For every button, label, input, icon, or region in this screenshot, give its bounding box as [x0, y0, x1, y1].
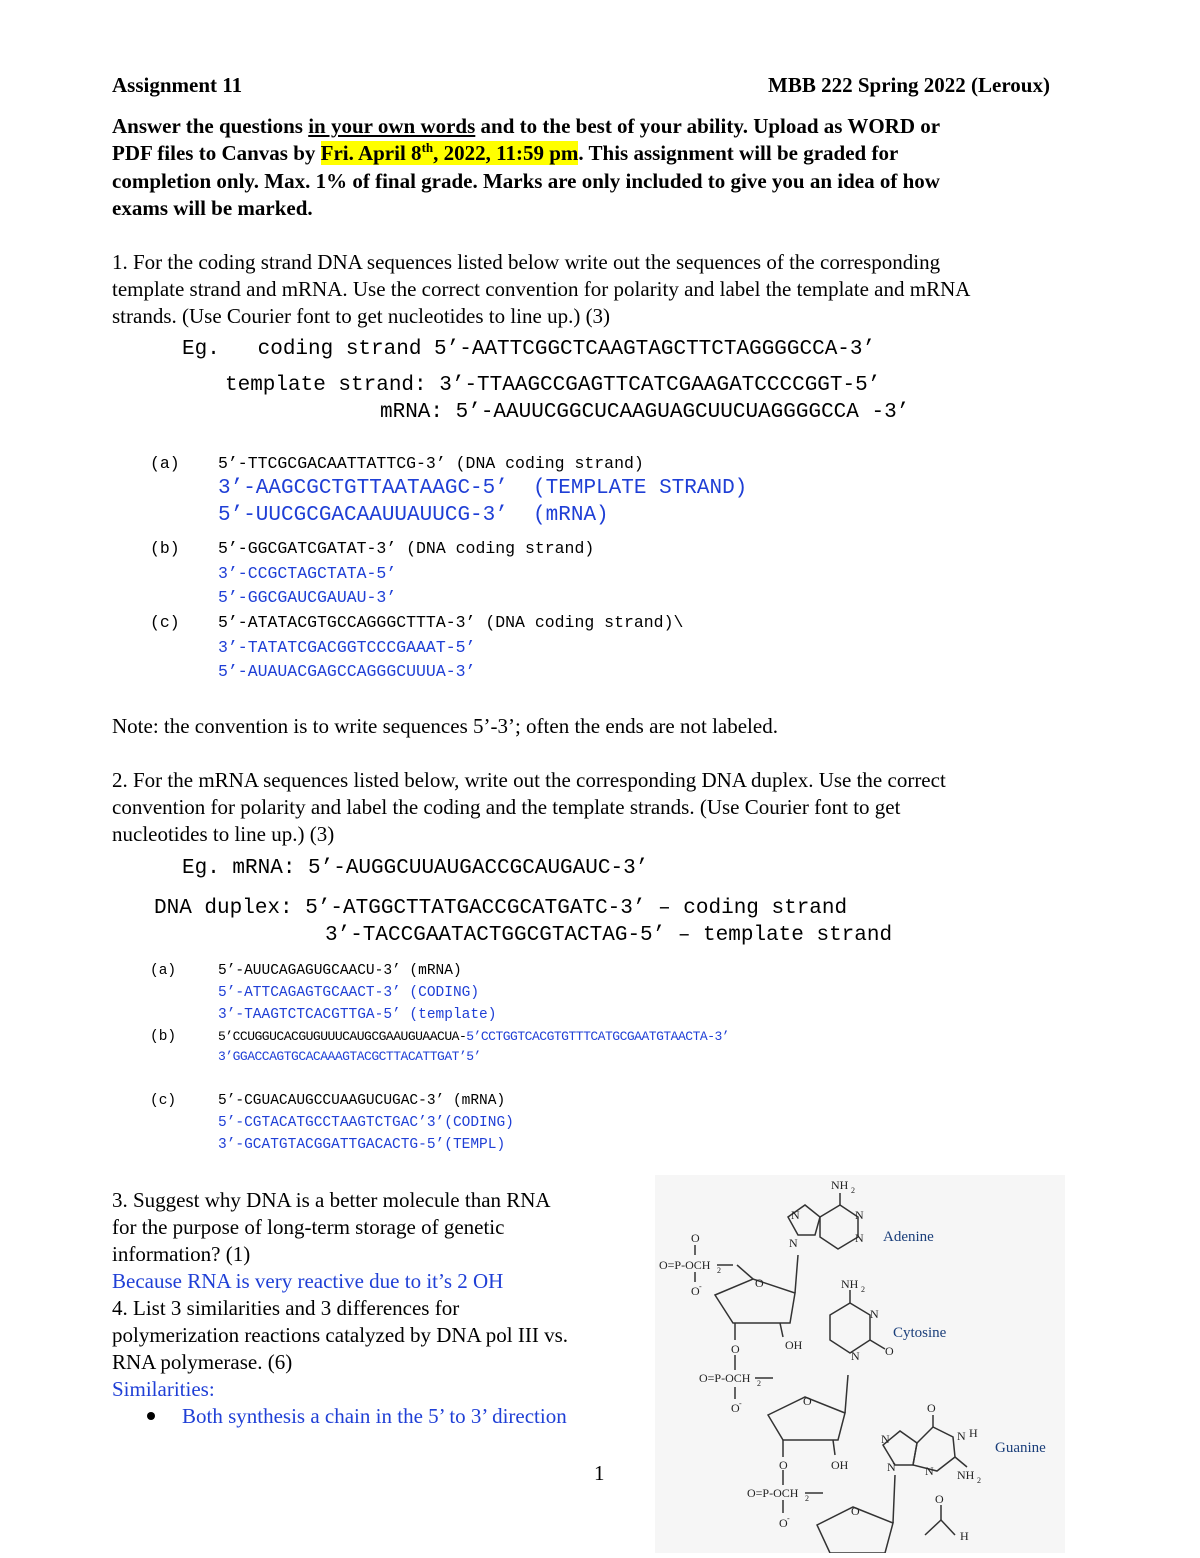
q3-text: information? (1) — [112, 1242, 251, 1266]
q1-example-template: template strand: 3’-TTAAGCCGAGTTCATCGAAGATCCCCGGT-5’ — [225, 374, 881, 397]
bullet-icon — [147, 1412, 155, 1420]
svg-text:O: O — [779, 1458, 788, 1472]
q1-example-coding: Eg. coding strand 5’-AATTCGGCTCAAGTAGCTTCTAGGGGCCA-3’ — [182, 338, 876, 361]
instructions-underlined: in your own words — [308, 114, 476, 138]
q2-example-mrna: Eg. mRNA: 5’-AUGGCUUAUGACCGCAUGAUC-3’ — [182, 857, 649, 880]
q1a-answer-template: 3’-AAGCGCTGTTAATAAGC-5’ (TEMPLATE STRAND) — [218, 477, 748, 500]
q2-example-template: 3’-TACCGAATACTGGCGTACTAG-5’ – template strand — [325, 924, 893, 947]
q4-text: RNA polymerase. (6) — [112, 1350, 293, 1374]
q1c-given: 5’-ATATACGTGCCAGGGCTTTA-3’ (DNA coding strand)\ — [218, 613, 684, 632]
q2a-answer-coding: 5’-ATTCAGAGTGCAACT-3’ (CODING) — [218, 985, 480, 1001]
svg-text:2: 2 — [861, 1285, 865, 1294]
q2b-line — [218, 1029, 729, 1044]
svg-text:N: N — [789, 1236, 798, 1250]
q2a-answer-template: 3’-TAAGTCTCACGTTGA-5’ (template) — [218, 1007, 497, 1023]
q1a-given: 5’-TTCGCGACAATTATTCG-3’ (DNA coding strand) — [218, 454, 644, 473]
q4-similarities-label: Similarities: — [112, 1377, 215, 1401]
q3-text: for the purpose of long-term storage of genetic — [112, 1215, 505, 1239]
svg-text:O: O — [885, 1344, 894, 1358]
q2c-given: 5’-CGUACAUGCCUAAGUCUGAC-3’ (mRNA) — [218, 1093, 506, 1109]
q3-text: 3. Suggest why DNA is a better molecule than RNA — [112, 1188, 551, 1212]
q2b-answer-coding: 5’CCTGGTCACGTGTTTCATGCGAATGTAACTA-3’ — [466, 1029, 730, 1044]
svg-text:2: 2 — [805, 1494, 809, 1503]
assignment-title: Assignment 11 — [112, 73, 243, 97]
q2c-answer-coding: 5’-CGTACATGCCTAAGTCTGAC’3’(CODING) — [218, 1115, 514, 1131]
nucleotide-chain-figure — [655, 1175, 1065, 1553]
q1c-answer-template: 3’-TATATCGACGGTCCCGAAAT-5’ — [218, 638, 476, 657]
svg-text:O=P-OCH: O=P-OCH — [747, 1486, 799, 1500]
q1-note: Note: the convention is to write sequences 5’-3’; often the ends are not labeled. — [112, 714, 778, 738]
svg-text:O=P-OCH: O=P-OCH — [659, 1258, 711, 1272]
q2b-label: (b) — [150, 1029, 177, 1045]
instructions-text: and to the best of your ability. Upload as WORD or — [475, 114, 941, 138]
guanine-label: Guanine — [995, 1440, 1046, 1456]
svg-text:N: N — [957, 1429, 966, 1443]
course-title: MBB 222 Spring 2022 (Leroux) — [768, 73, 1050, 97]
q1b-answer-mrna: 5’-GGCGAUCGAUAU-3’ — [218, 588, 397, 607]
q1c-answer-mrna: 5’-AUAUACGAGCCAGGGCUUUA-3’ — [218, 662, 476, 681]
svg-text:N: N — [887, 1460, 896, 1474]
svg-text:N: N — [855, 1208, 864, 1222]
svg-text:-: - — [699, 1282, 702, 1291]
q4-bullet-1: Both synthesis a chain in the 5’ to 3’ direction — [182, 1404, 567, 1428]
instructions-line-4: exams will be marked. — [112, 196, 313, 220]
svg-text:O: O — [779, 1516, 788, 1530]
svg-text:N: N — [791, 1208, 800, 1222]
q2-text: 2. For the mRNA sequences listed below, write out the corresponding DNA duplex. Use the correct — [112, 768, 946, 792]
svg-text:2: 2 — [851, 1186, 855, 1195]
instructions-text: Answer the questions — [112, 114, 309, 138]
q2-text: nucleotides to line up.) (3) — [112, 822, 335, 846]
adenine-label: Adenine — [883, 1229, 934, 1245]
svg-text:N: N — [870, 1307, 879, 1321]
cytosine-label: Cytosine — [893, 1325, 947, 1341]
q2-text: convention for polarity and label the coding and the template strands. (Use Courier font to get — [112, 795, 901, 819]
svg-text:NH: NH — [957, 1468, 975, 1482]
q2b-answer-template: 3’GGACCAGTGCACAAAGTACGCTTACATTGAT’5’ — [218, 1049, 481, 1064]
svg-text:N: N — [925, 1464, 934, 1478]
q1a-label: (a) — [150, 454, 180, 473]
q2-example-coding: DNA duplex: 5’-ATGGCTTATGACCGCATGATC-3’ – coding strand — [154, 897, 848, 920]
q1-text: template strand and mRNA. Use the correct convention for polarity and label the template and mRNA — [112, 277, 971, 301]
q1b-answer-template: 3’-CCGCTAGCTATA-5’ — [218, 564, 397, 583]
svg-text:N: N — [851, 1349, 860, 1363]
q2c-label: (c) — [150, 1093, 177, 1109]
svg-text:O: O — [691, 1231, 700, 1245]
svg-text:O: O — [935, 1492, 944, 1506]
svg-text:OH: OH — [785, 1338, 803, 1352]
svg-text:H: H — [969, 1426, 978, 1440]
svg-text:NH: NH — [831, 1178, 849, 1192]
q1-example-mrna: mRNA: 5’-AAUUCGGCUCAAGUAGCUUCUAGGGGCCA -3’ — [380, 401, 910, 424]
svg-text:O: O — [851, 1504, 860, 1518]
q1-text: strands. (Use Courier font to get nucleotides to line up.) (3) — [112, 304, 611, 328]
q4-text: polymerization reactions catalyzed by DNA pol III vs. — [112, 1323, 569, 1347]
q3-answer: Because RNA is very reactive due to it’s 2 OH — [112, 1269, 504, 1293]
svg-text:O=P-OCH: O=P-OCH — [699, 1371, 751, 1385]
instructions-text: . This assignment will be graded for — [578, 141, 899, 165]
q2a-given: 5’-AUUCAGAGUGCAACU-3’ (mRNA) — [218, 963, 462, 979]
svg-text:O: O — [731, 1401, 740, 1415]
q2c-answer-template: 3’-GCATGTACGGATTGACACTG-5’(TEMPL) — [218, 1137, 506, 1153]
svg-text:O: O — [755, 1276, 764, 1290]
svg-text:H: H — [960, 1529, 969, 1543]
svg-text:-: - — [787, 1514, 790, 1523]
rna-structure-diagram — [655, 1175, 1065, 1553]
svg-text:O: O — [691, 1284, 700, 1298]
svg-text:N: N — [855, 1231, 864, 1245]
q4-text: 4. List 3 similarities and 3 differences for — [112, 1296, 460, 1320]
svg-text:O: O — [731, 1342, 740, 1356]
instructions-line-2 — [112, 140, 898, 167]
svg-text:O: O — [803, 1394, 812, 1408]
svg-text:2: 2 — [977, 1476, 981, 1485]
svg-text:N: N — [881, 1432, 890, 1446]
q1b-given: 5’-GGCGATCGATAT-3’ (DNA coding strand) — [218, 539, 595, 558]
instructions-line-1 — [112, 113, 940, 140]
svg-text:OH: OH — [831, 1458, 849, 1472]
svg-text:2: 2 — [717, 1266, 721, 1275]
instructions-line-3: completion only. Max. 1% of final grade. Marks are only included to give you an idea of how — [112, 169, 940, 193]
svg-text:O: O — [927, 1401, 936, 1415]
q1-text: 1. For the coding strand DNA sequences listed below write out the sequences of the corresponding — [112, 250, 941, 274]
q1a-answer-mrna: 5’-UUCGCGACAAUUAUUCG-3’ (mRNA) — [218, 504, 609, 527]
svg-text:2: 2 — [757, 1379, 761, 1388]
q2a-label: (a) — [150, 963, 177, 979]
due-date-highlight: Fri. April 8th, 2022, 11:59 pm — [320, 140, 579, 165]
q2b-given: 5’CCUGGUCACGUGUUUCAUGCGAAUGUAACUA- — [218, 1029, 467, 1044]
q1b-label: (b) — [150, 539, 180, 558]
instructions-text: PDF files to Canvas by — [112, 141, 321, 165]
svg-text:-: - — [739, 1399, 742, 1408]
q1c-label: (c) — [150, 613, 180, 632]
svg-text:NH: NH — [841, 1277, 859, 1291]
page-number: 1 — [594, 1461, 605, 1485]
